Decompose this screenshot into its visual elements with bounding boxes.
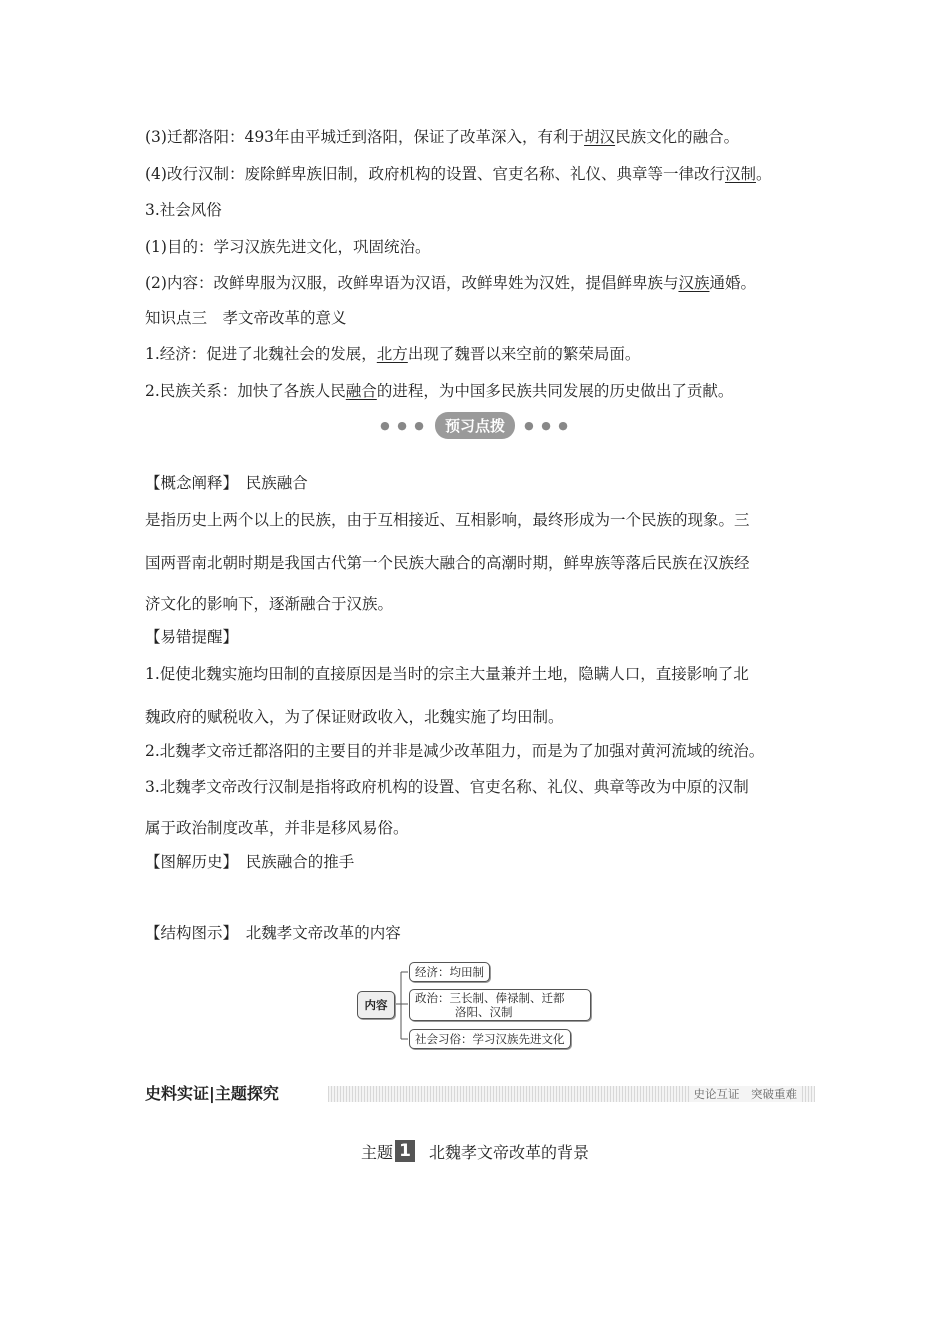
underlined-answer: 汉制 <box>724 165 756 183</box>
mistake-line: 魏政府的赋税收入，为了保证财政收入，北魏实施了均田制。 <box>145 708 564 726</box>
underlined-answer: 北方 <box>376 345 408 363</box>
section-subtitle: 史论互证 突破重难 <box>690 1086 802 1102</box>
diagram-economy: 经济：均田制 <box>409 962 490 982</box>
text-line: 2.民族关系：加快了各族人民融合的进程，为中国多民族共同发展的历史做出了贡献。 <box>145 382 734 400</box>
diagram-society: 社会习俗：学习汉族先进文化 <box>409 1029 571 1049</box>
diagram-politics-line2: 洛阳、汉制 <box>455 1005 513 1019</box>
mistake-line: 属于政治制度改革，并非是移风易俗。 <box>145 819 409 837</box>
section-title: 史料实证|主题探究 <box>145 1084 279 1103</box>
concept-heading: 【概念阐释】 民族融合 <box>145 474 308 492</box>
mistake-line: 2.北魏孝文帝迁都洛阳的主要目的并非是减少改革阻力，而是为了加强对黄河流域的统治。 <box>145 742 765 760</box>
subheading: 3.社会风俗 <box>145 201 222 219</box>
topic-prefix: 主题 <box>360 1143 393 1162</box>
text-line: (4)改行汉制：废除鲜卑族旧制，政府机构的设置、官吏名称、礼仪、典章等一律改行汉制。 <box>145 165 772 183</box>
diagram-politics <box>409 989 591 1021</box>
knowledge-point-heading: 知识点三 孝文帝改革的意义 <box>145 309 347 327</box>
topic-heading <box>0 1140 950 1166</box>
topic-title: 北魏孝文帝改革的背景 <box>429 1143 590 1162</box>
preview-banner <box>0 412 950 438</box>
text-line: 1.经济：促进了北魏社会的发展，北方出现了魏晋以来空前的繁荣局面。 <box>145 345 641 363</box>
text-line: (2)内容：改鲜卑服为汉服，改鲜卑语为汉语，改鲜卑姓为汉姓，提倡鲜卑族与汉族通婚。 <box>145 274 756 292</box>
structure-heading: 【结构图示】 北魏孝文帝改革的内容 <box>145 924 401 942</box>
underlined-answer: 汉族 <box>678 274 710 292</box>
mistake-line: 1.促使北魏实施均田制的直接原因是当时的宗主大量兼并土地，隐瞒人口，直接影响了北 <box>145 665 749 683</box>
diagram-root: 内容 <box>357 991 395 1019</box>
preview-banner-label: 预习点拨 <box>435 412 515 439</box>
mistake-line: 3.北魏孝文帝改行汉制是指将政府机构的设置、官吏名称、礼仪、典章等改为中原的汉制 <box>145 778 749 796</box>
mistakes-heading: 【易错提醒】 <box>145 628 239 646</box>
text-line: (1)目的：学习汉族先进文化，巩固统治。 <box>145 238 431 256</box>
structure-diagram <box>356 960 596 1052</box>
concept-line: 济文化的影响下，逐渐融合于汉族。 <box>145 595 394 613</box>
topic-number: 1 <box>395 1140 415 1162</box>
illustrated-heading: 【图解历史】 民族融合的推手 <box>145 853 355 871</box>
section-bar <box>145 1082 815 1106</box>
underlined-answer: 胡汉 <box>584 128 616 146</box>
dots-decoration: ● ● ● <box>380 419 426 432</box>
dots-decoration: ● ● ● <box>524 419 570 432</box>
text-line: (3)迁都洛阳：493年由平城迁到洛阳，保证了改革深入，有利于胡汉民族文化的融合。 <box>145 128 740 146</box>
concept-line: 是指历史上两个以上的民族，由于互相接近、互相影响，最终形成为一个民族的现象。三 <box>145 511 750 529</box>
concept-line: 国两晋南北朝时期是我国古代第一个民族大融合的高潮时期，鲜卑族等落后民族在汉族经 <box>145 554 750 572</box>
diagram-politics-line1: 政治：三长制、俸禄制、迁都 <box>415 991 565 1005</box>
underlined-answer: 融合 <box>345 382 377 400</box>
